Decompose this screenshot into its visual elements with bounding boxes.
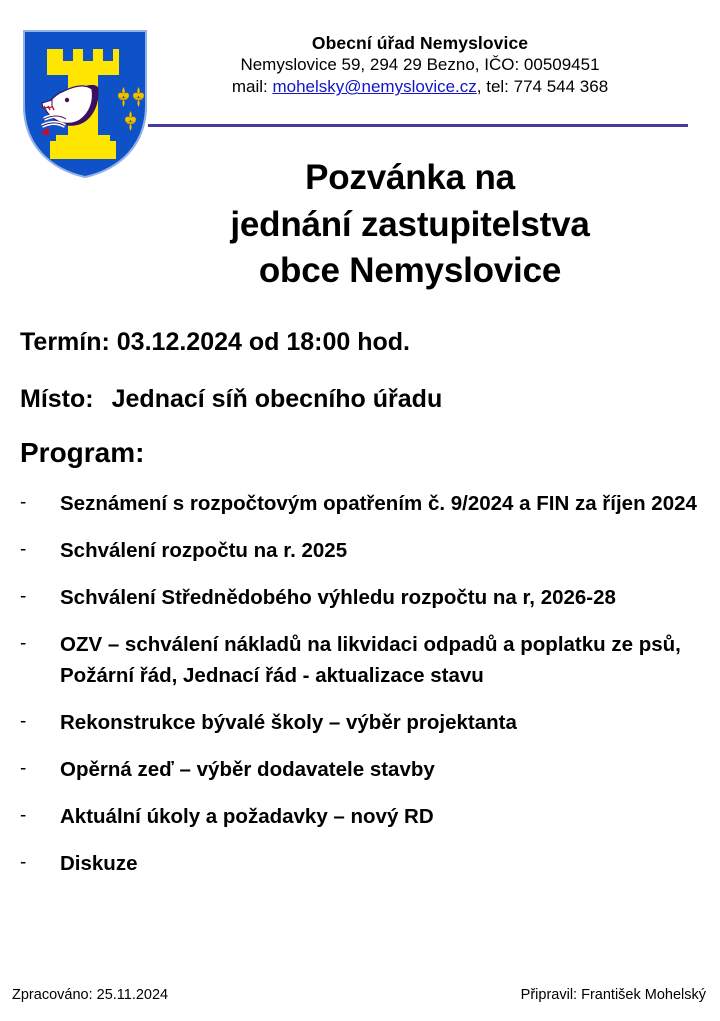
meeting-place-value: Jednací síň obecního úřadu <box>111 385 443 413</box>
bullet-dash-icon: - <box>20 757 27 779</box>
email-link[interactable]: mohelsky@nemyslovice.cz <box>272 77 477 97</box>
processed-date: Zpracováno: 25.11.2024 <box>12 987 169 1003</box>
list-item <box>20 708 710 738</box>
program-item-text: OZV – schválení nákladů na likvidaci odpadů a poplatku ze psů, Požární řád, Jednací řád - aktualizace stavu <box>60 633 681 687</box>
bullet-dash-icon: - <box>20 633 27 655</box>
title-line-2: jednání zastupitelstva <box>230 204 590 244</box>
program-item-text: Opěrná zeď – výběr dodavatele stavby <box>60 757 435 781</box>
letterhead-text-block <box>150 32 690 98</box>
program-item-text: Seznámení s rozpočtovým opatřením č. 9/2024 a FIN za říjen 2024 <box>60 492 697 515</box>
organization-address: Nemyslovice 59, 294 29 Bezno, IČO: 00509451 <box>240 55 600 75</box>
meeting-date-value: 03.12.2024 od 18:00 hod. <box>116 328 410 356</box>
program-list <box>20 489 710 896</box>
document-footer <box>0 987 720 1011</box>
telephone-text: , tel: 774 544 368 <box>476 77 609 97</box>
bullet-dash-icon: - <box>20 804 27 826</box>
bullet-dash-icon: - <box>20 852 27 873</box>
prepared-by: Připravil: František Mohelský <box>520 987 706 1003</box>
program-item-text: Rekonstrukce bývalé školy – výběr projektanta <box>60 710 517 734</box>
title-line-1: Pozvánka na <box>305 158 515 197</box>
organization-contact <box>150 76 690 98</box>
mail-label: mail: <box>231 77 273 97</box>
bullet-dash-icon: - <box>20 539 27 561</box>
list-item <box>20 583 710 613</box>
program-item-text: Schválení rozpočtu na r. 2025 <box>60 539 348 563</box>
program-item-text: Schválení Střednědobého výhledu rozpočtu na r, 2026-28 <box>60 586 616 610</box>
list-item <box>20 802 710 832</box>
header-divider <box>148 124 688 127</box>
bullet-dash-icon: - <box>20 710 27 732</box>
program-heading: Program: <box>20 437 145 468</box>
bullet-dash-icon: - <box>20 492 27 513</box>
organization-name: Obecní úřad Nemyslovice <box>311 33 529 53</box>
list-item <box>20 755 710 785</box>
list-item <box>20 630 710 690</box>
list-item <box>20 849 710 879</box>
title-line-3: obce Nemyslovice <box>258 251 562 291</box>
meeting-date-row <box>20 328 710 357</box>
list-item <box>20 489 710 519</box>
page-title <box>120 155 700 295</box>
list-item <box>20 536 710 566</box>
meeting-place-label: Místo: <box>20 385 94 413</box>
program-item-text: Diskuze <box>60 852 138 875</box>
program-item-text: Aktuální úkoly a požadavky – nový RD <box>60 804 434 828</box>
meeting-place-row <box>20 385 710 414</box>
bullet-dash-icon: - <box>20 586 27 608</box>
meeting-date-label: Termín: <box>20 328 110 356</box>
